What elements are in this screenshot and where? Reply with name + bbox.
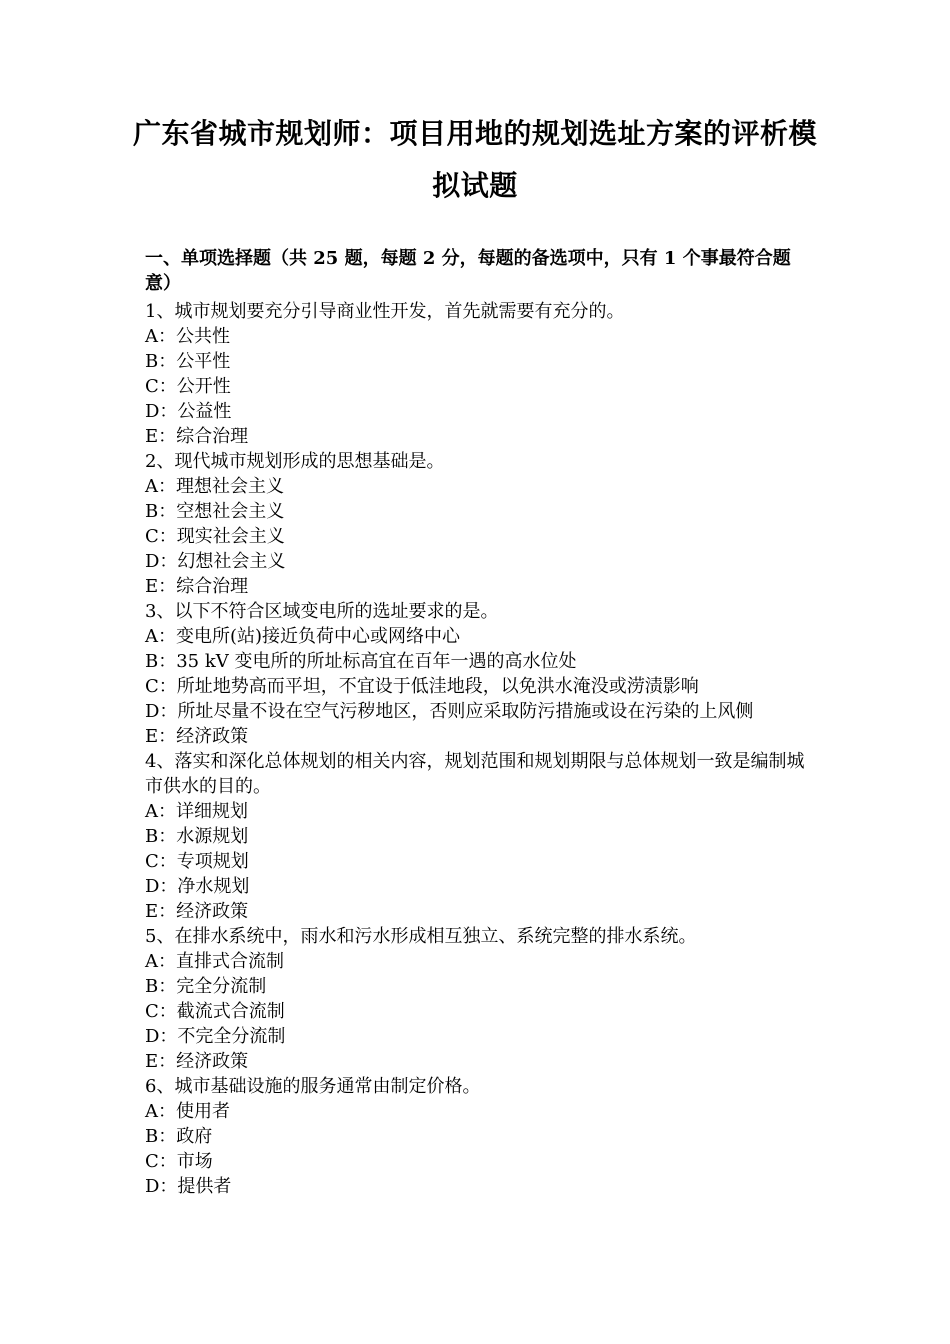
answer-option: C：市场: [145, 1151, 213, 1172]
answer-option: B：公平性: [145, 351, 231, 372]
answer-option: A：详细规划: [145, 801, 248, 822]
question-block: [145, 599, 810, 749]
answer-option: D：幻想社会主义: [145, 551, 286, 572]
question-block: [145, 1074, 810, 1199]
answer-option: D：公益性: [145, 401, 232, 422]
question-text: 1、城市规划要充分引导商业性开发，首先就需要有充分的。: [145, 301, 625, 322]
answer-option: B：空想社会主义: [145, 501, 285, 522]
answer-option: B：35 kV 变电所的所址标高宜在百年一遇的高水位处: [145, 651, 577, 672]
answer-option: A：公共性: [145, 326, 230, 347]
answer-option: D：净水规划: [145, 876, 250, 897]
answer-option: C：所址地势高而平坦，不宜设于低洼地段，以免洪水淹没或涝渍影响: [145, 676, 699, 697]
question-text: 5、在排水系统中，雨水和污水形成相互独立、系统完整的排水系统。: [145, 926, 697, 947]
answer-option: E：经济政策: [145, 901, 249, 922]
question-block: [145, 749, 810, 924]
question-text: 6、城市基础设施的服务通常由制定价格。: [145, 1076, 481, 1097]
question-text: 2、现代城市规划形成的思想基础是。: [145, 451, 445, 472]
answer-option: D：所址尽量不设在空气污秽地区，否则应采取防污措施或设在污染的上风侧: [145, 701, 754, 722]
answer-option: D：提供者: [145, 1176, 232, 1197]
answer-option: C：公开性: [145, 376, 231, 397]
answer-option: E：综合治理: [145, 576, 249, 597]
question-text: 4、落实和深化总体规划的相关内容，规划范围和规划期限与总体规划一致是编制城市供水的目的。: [145, 751, 805, 797]
answer-option: E：综合治理: [145, 426, 249, 447]
answer-option: A：变电所(站)接近负荷中心或网络中心: [145, 626, 461, 647]
question-block: [145, 299, 810, 449]
document-body: [145, 246, 810, 1199]
answer-option: E：经济政策: [145, 1051, 249, 1072]
answer-option: C：专项规划: [145, 851, 249, 872]
answer-option: C：截流式合流制: [145, 1001, 285, 1022]
answer-option: A：直排式合流制: [145, 951, 284, 972]
answer-option: B：政府: [145, 1126, 213, 1147]
answer-option: B：完全分流制: [145, 976, 267, 997]
answer-option: A：使用者: [145, 1101, 230, 1122]
section-heading: 一、单项选择题（共 25 题，每题 2 分，每题的备选项中，只有 1 个事最符合题意）: [145, 248, 791, 294]
document-title: 广东省城市规划师：项目用地的规划选址方案的评析模拟试题: [132, 117, 817, 202]
question-block: [145, 924, 810, 1074]
answer-option: B：水源规划: [145, 826, 249, 847]
answer-option: A：理想社会主义: [145, 476, 284, 497]
answer-option: C：现实社会主义: [145, 526, 285, 547]
question-block: [145, 449, 810, 599]
answer-option: E：经济政策: [145, 726, 249, 747]
answer-option: D：不完全分流制: [145, 1026, 286, 1047]
question-text: 3、以下不符合区域变电所的选址要求的是。: [145, 601, 499, 622]
